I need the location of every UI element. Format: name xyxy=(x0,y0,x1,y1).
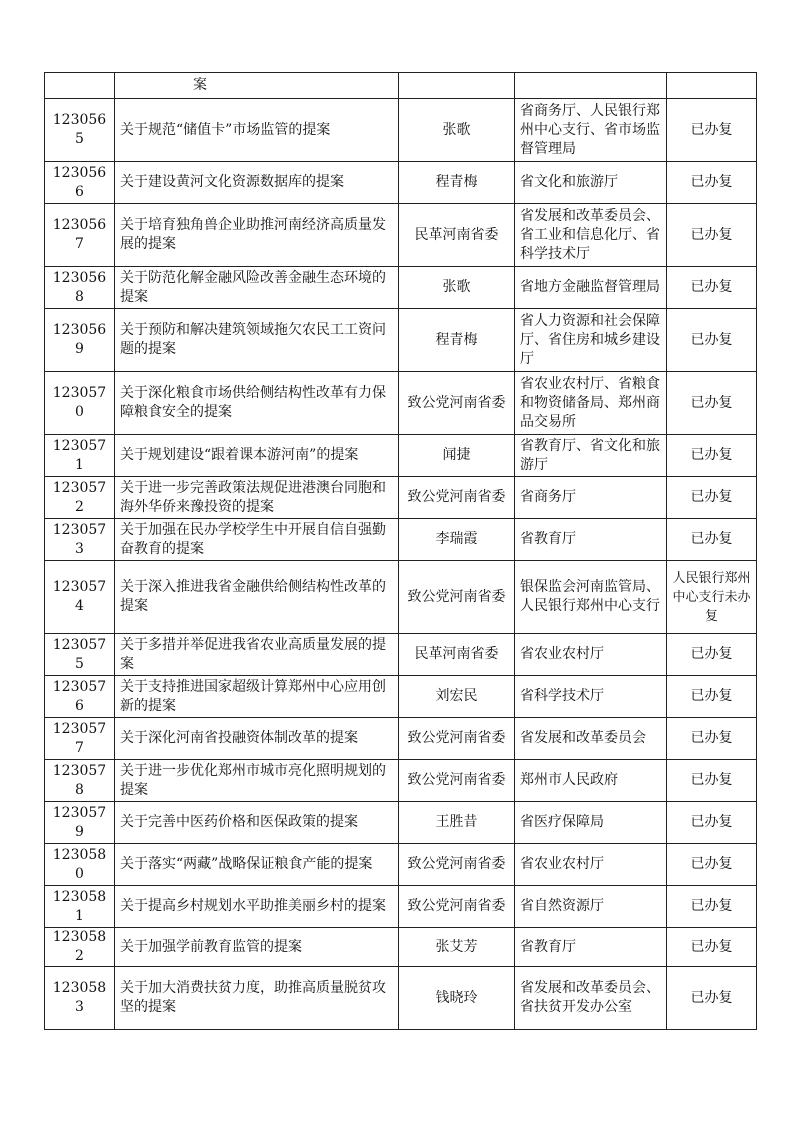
handling-department: 省农业农村厅 xyxy=(515,844,667,886)
proposal-title: 关于预防和解决建筑领域拖欠农民工工资问题的提案 xyxy=(115,309,399,372)
proposal-number: 1230566 xyxy=(45,162,115,204)
handling-department: 省文化和旅游厅 xyxy=(515,162,667,204)
proposal-number: 1230574 xyxy=(45,561,115,634)
proposal-title: 关于规划建设“跟着课本游河南”的提案 xyxy=(115,435,399,477)
proposal-number: 1230570 xyxy=(45,372,115,435)
status: 已办复 xyxy=(667,802,757,844)
status: 已办复 xyxy=(667,99,757,162)
proposal-title: 关于加大消费扶贫力度，助推高质量脱贫攻坚的提案 xyxy=(115,967,399,1030)
status: 已办复 xyxy=(667,760,757,802)
proposer: 王胜昔 xyxy=(399,802,515,844)
table-row xyxy=(45,802,757,844)
proposer: 张歌 xyxy=(399,99,515,162)
proposer: 致公党河南省委 xyxy=(399,844,515,886)
handling-department: 省发展和改革委员会、省扶贫开发办公室 xyxy=(515,967,667,1030)
table-row xyxy=(45,760,757,802)
status xyxy=(667,73,757,99)
table-row xyxy=(45,561,757,634)
proposal-title: 关于培育独角兽企业助推河南经济高质量发展的提案 xyxy=(115,204,399,267)
table-row xyxy=(45,519,757,561)
table-row xyxy=(45,477,757,519)
proposal-title: 关于加强学前教育监管的提案 xyxy=(115,928,399,967)
proposal-title: 关于规范“储值卡”市场监管的提案 xyxy=(115,99,399,162)
proposer: 刘宏民 xyxy=(399,676,515,718)
proposal-number: 1230575 xyxy=(45,634,115,676)
handling-department: 省教育厅、省文化和旅游厅 xyxy=(515,435,667,477)
status: 已办复 xyxy=(667,519,757,561)
proposer: 李瑞霞 xyxy=(399,519,515,561)
proposer: 民革河南省委 xyxy=(399,204,515,267)
proposer: 民革河南省委 xyxy=(399,634,515,676)
proposal-title: 关于防范化解金融风险改善金融生态环境的提案 xyxy=(115,267,399,309)
status: 已办复 xyxy=(667,435,757,477)
proposal-title: 关于进一步完善政策法规促进港澳台同胞和海外华侨来豫投资的提案 xyxy=(115,477,399,519)
proposal-number: 1230576 xyxy=(45,676,115,718)
status: 已办复 xyxy=(667,718,757,760)
status: 已办复 xyxy=(667,267,757,309)
status: 已办复 xyxy=(667,844,757,886)
status: 已办复 xyxy=(667,886,757,928)
proposer xyxy=(399,73,515,99)
handling-department: 省人力资源和社会保障厅、省住房和城乡建设厅 xyxy=(515,309,667,372)
proposal-number: 1230567 xyxy=(45,204,115,267)
proposal-number: 1230573 xyxy=(45,519,115,561)
proposal-number: 1230582 xyxy=(45,928,115,967)
status: 已办复 xyxy=(667,309,757,372)
table-row xyxy=(45,372,757,435)
handling-department: 省商务厅 xyxy=(515,477,667,519)
proposal-title: 关于提高乡村规划水平助推美丽乡村的提案 xyxy=(115,886,399,928)
proposal-number: 1230583 xyxy=(45,967,115,1030)
proposer: 闻捷 xyxy=(399,435,515,477)
proposer: 致公党河南省委 xyxy=(399,561,515,634)
status: 已办复 xyxy=(667,162,757,204)
proposer: 致公党河南省委 xyxy=(399,477,515,519)
handling-department: 省自然资源厅 xyxy=(515,886,667,928)
handling-department: 省发展和改革委员会、省工业和信息化厅、省科学技术厅 xyxy=(515,204,667,267)
proposal-title: 关于进一步优化郑州市城市亮化照明规划的提案 xyxy=(115,760,399,802)
proposal-number: 1230565 xyxy=(45,99,115,162)
proposal-title: 关于深入推进我省金融供给侧结构性改革的提案 xyxy=(115,561,399,634)
table-row xyxy=(45,634,757,676)
handling-department: 省教育厅 xyxy=(515,519,667,561)
table-row xyxy=(45,844,757,886)
table-row xyxy=(45,204,757,267)
proposal-number: 1230578 xyxy=(45,760,115,802)
proposal-number xyxy=(45,73,115,99)
handling-department: 省农业农村厅、省粮食和物资储备局、郑州商品交易所 xyxy=(515,372,667,435)
proposal-title: 关于完善中医药价格和医保政策的提案 xyxy=(115,802,399,844)
proposer: 致公党河南省委 xyxy=(399,372,515,435)
table-row xyxy=(45,309,757,372)
status: 已办复 xyxy=(667,967,757,1030)
proposal-title: 关于深化河南省投融资体制改革的提案 xyxy=(115,718,399,760)
proposal-title: 关于深化粮食市场供给侧结构性改革有力保障粮食安全的提案 xyxy=(115,372,399,435)
proposal-number: 1230571 xyxy=(45,435,115,477)
proposal-title: 关于落实“两藏”战略保证粮食产能的提案 xyxy=(115,844,399,886)
proposer: 致公党河南省委 xyxy=(399,886,515,928)
handling-department: 省发展和改革委员会 xyxy=(515,718,667,760)
table-row xyxy=(45,267,757,309)
handling-department: 省地方金融监督管理局 xyxy=(515,267,667,309)
proposal-number: 1230579 xyxy=(45,802,115,844)
proposal-title: 关于加强在民办学校学生中开展自信自强勤奋教育的提案 xyxy=(115,519,399,561)
handling-department: 省农业农村厅 xyxy=(515,634,667,676)
proposal-title: 案 xyxy=(115,73,399,99)
table-row xyxy=(45,886,757,928)
table-row xyxy=(45,73,757,99)
proposer: 程青梅 xyxy=(399,162,515,204)
status: 已办复 xyxy=(667,204,757,267)
table-row xyxy=(45,162,757,204)
proposal-number: 1230581 xyxy=(45,886,115,928)
proposal-number: 1230577 xyxy=(45,718,115,760)
proposer: 致公党河南省委 xyxy=(399,760,515,802)
proposal-number: 1230569 xyxy=(45,309,115,372)
table-row xyxy=(45,99,757,162)
proposal-number: 1230568 xyxy=(45,267,115,309)
proposer: 程青梅 xyxy=(399,309,515,372)
handling-department: 银保监会河南监管局、人民银行郑州中心支行 xyxy=(515,561,667,634)
proposal-number: 1230580 xyxy=(45,844,115,886)
proposal-table xyxy=(44,72,757,1030)
table-row xyxy=(45,967,757,1030)
handling-department: 省科学技术厅 xyxy=(515,676,667,718)
proposer: 致公党河南省委 xyxy=(399,718,515,760)
status: 已办复 xyxy=(667,928,757,967)
table-row xyxy=(45,435,757,477)
handling-department xyxy=(515,73,667,99)
proposal-title: 关于支持推进国家超级计算郑州中心应用创新的提案 xyxy=(115,676,399,718)
status: 人民银行郑州中心支行未办复 xyxy=(667,561,757,634)
handling-department: 省医疗保障局 xyxy=(515,802,667,844)
proposer: 钱晓玲 xyxy=(399,967,515,1030)
table-row xyxy=(45,718,757,760)
table-row xyxy=(45,928,757,967)
status: 已办复 xyxy=(667,634,757,676)
handling-department: 省商务厅、人民银行郑州中心支行、省市场监督管理局 xyxy=(515,99,667,162)
status: 已办复 xyxy=(667,372,757,435)
proposer: 张艾芳 xyxy=(399,928,515,967)
status: 已办复 xyxy=(667,676,757,718)
status: 已办复 xyxy=(667,477,757,519)
proposal-number: 1230572 xyxy=(45,477,115,519)
handling-department: 郑州市人民政府 xyxy=(515,760,667,802)
table-row xyxy=(45,676,757,718)
handling-department: 省教育厅 xyxy=(515,928,667,967)
proposer: 张歌 xyxy=(399,267,515,309)
proposal-title: 关于多措并举促进我省农业高质量发展的提案 xyxy=(115,634,399,676)
proposal-title: 关于建设黄河文化资源数据库的提案 xyxy=(115,162,399,204)
